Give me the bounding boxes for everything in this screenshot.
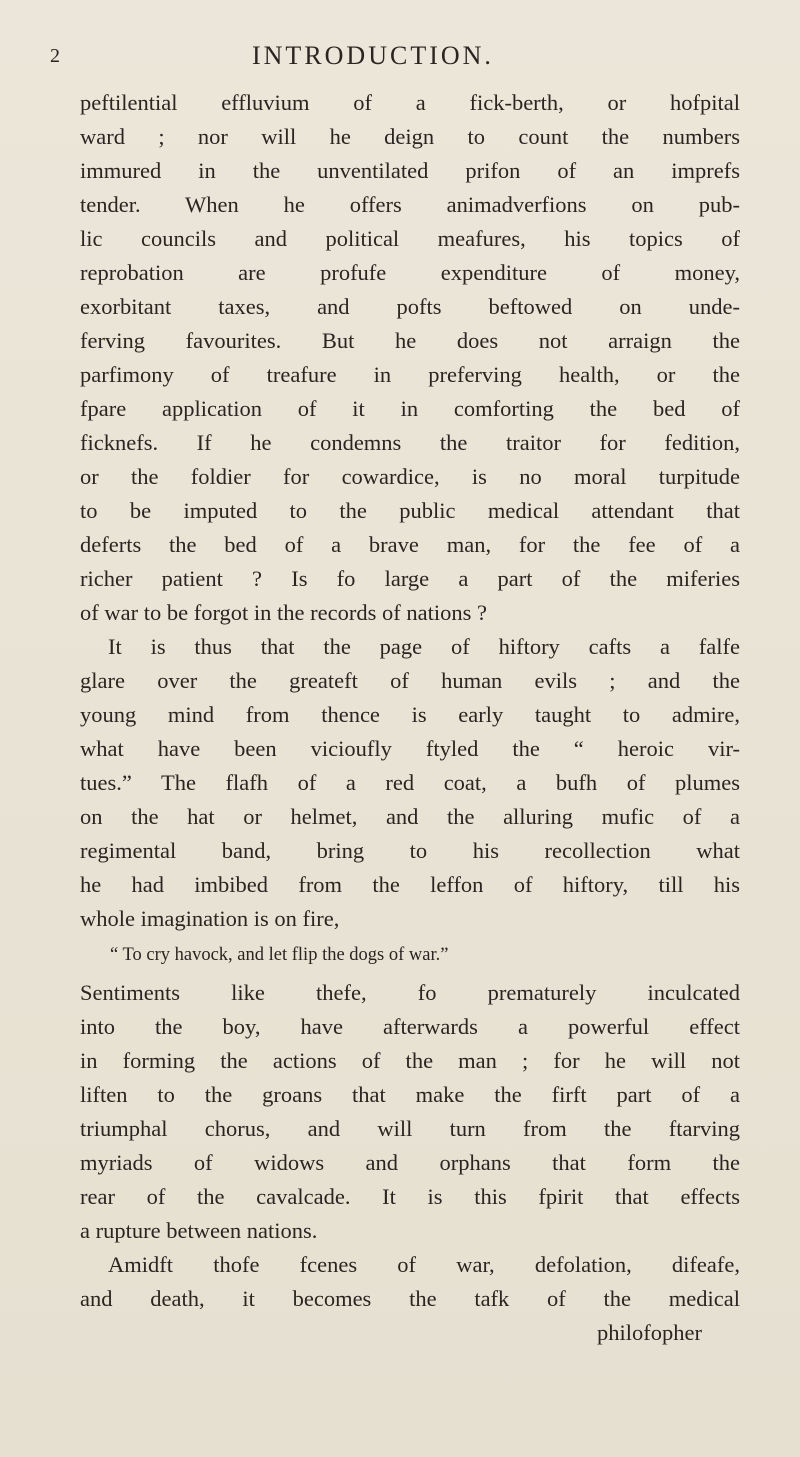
text-line: parfimony of treafure in preferving health, or the <box>80 362 740 387</box>
text-line: to be imputed to the public medical attendant that <box>80 498 740 523</box>
text-line: ward ; nor will he deign to count the numbers <box>80 124 740 149</box>
text-line: on the hat or helmet, and the alluring mufic of a <box>80 804 740 829</box>
text-line: ficknefs. If he condemns the traitor for fedition, <box>80 430 740 455</box>
text-line: into the boy, have afterwards a powerful effect <box>80 1014 740 1039</box>
running-head: INTRODUCTION. <box>252 41 494 70</box>
text-line: myriads of widows and orphans that form the <box>80 1150 740 1175</box>
text-line: Sentiments like thefe, fo prematurely inculcated <box>80 980 740 1005</box>
text-line: immured in the unventilated prifon of an imprefs <box>80 158 740 183</box>
text-line: glare over the greateft of human evils ; and the <box>80 668 740 693</box>
text-line: young mind from thence is early taught to admire, <box>80 702 740 727</box>
text-line: what have been vicioufly ftyled the “ heroic vir- <box>80 736 740 761</box>
text-line: tender. When he offers animadverfions on pub- <box>80 192 740 217</box>
text-line: peftilential effluvium of a fick-berth, or hofpital <box>80 90 740 115</box>
text-line: in forming the actions of the man ; for he will not <box>80 1048 740 1073</box>
paragraph-first-line: It is thus that the page of hiftory cafts a falfe <box>108 634 740 659</box>
text-line: whole imagination is on fire, <box>80 906 340 931</box>
text-line: a rupture between nations. <box>80 1218 318 1243</box>
text-line: triumphal chorus, and will turn from the ftarving <box>80 1116 740 1141</box>
text-line: and death, it becomes the tafk of the medical <box>80 1286 740 1311</box>
paragraph-first-line: Amidft thofe fcenes of war, defolation, difeafe, <box>108 1252 740 1277</box>
verse-quotation: “ To cry havock, and let flip the dogs of war.” <box>110 945 449 965</box>
text-line: he had imbibed from the leffon of hiftory, till his <box>80 872 740 897</box>
text-line: ferving favourites. But he does not arraign the <box>80 328 740 353</box>
text-line: exorbitant taxes, and pofts beftowed on unde- <box>80 294 740 319</box>
text-line: tues.” The flafh of a red coat, a bufh of plumes <box>80 770 740 795</box>
text-line: or the foldier for cowardice, is no moral turpitude <box>80 464 740 489</box>
text-line: rear of the cavalcade. It is this fpirit that effects <box>80 1184 740 1209</box>
catchword: philofopher <box>597 1320 702 1345</box>
page-number: 2 <box>50 45 60 67</box>
page-header <box>50 36 710 76</box>
text-line: lic councils and political meafures, his topics of <box>80 226 740 251</box>
text-line: deferts the bed of a brave man, for the fee of a <box>80 532 740 557</box>
text-line: of war to be forgot in the records of nations ? <box>80 600 487 625</box>
text-line: reprobation are profufe expenditure of money, <box>80 260 740 285</box>
text-line: liften to the groans that make the firft part of a <box>80 1082 740 1107</box>
text-line: regimental band, bring to his recollection what <box>80 838 740 863</box>
text-line: richer patient ? Is fo large a part of the miferies <box>80 566 740 591</box>
text-line: fpare application of it in comforting the bed of <box>80 396 740 421</box>
